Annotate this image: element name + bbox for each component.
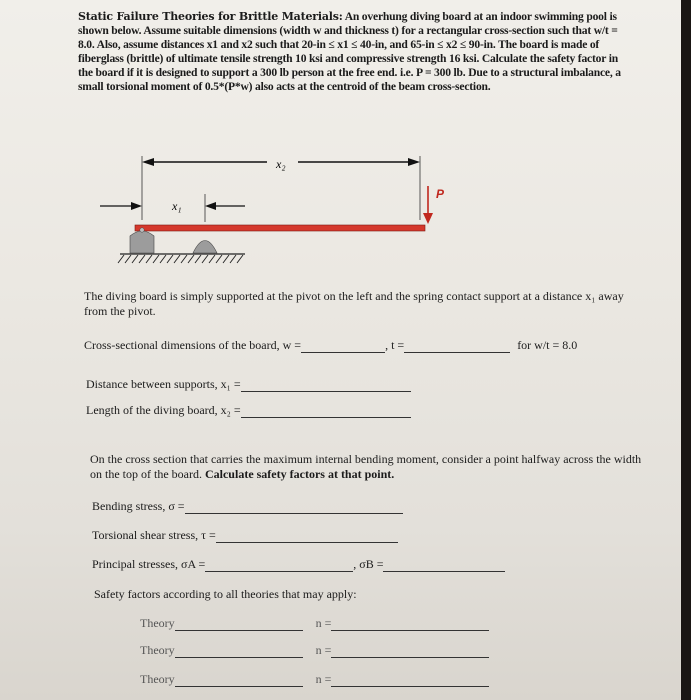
theory-row-1 [140, 616, 489, 631]
theory-label: Theory [140, 672, 175, 686]
w-answer-blank[interactable] [301, 340, 385, 353]
x1-arrowhead-left [131, 202, 142, 210]
t-label: , t = [385, 338, 405, 352]
problem-statement [78, 10, 634, 94]
n-label: n = [315, 616, 332, 630]
page-edge-shadow [681, 0, 691, 700]
theory-answer-blank[interactable] [175, 674, 303, 687]
cross-section-row [84, 338, 577, 353]
distance-row [86, 377, 411, 392]
cross-section-label: Cross-sectional dimensions of the board, w = [84, 338, 302, 352]
n-label: n = [315, 672, 332, 686]
theory-label: Theory [140, 616, 175, 630]
torsional-row [92, 528, 398, 543]
x1-label: x₁ [172, 199, 182, 213]
safety-heading: Safety factors according to all theories that may apply: [94, 587, 357, 601]
n-label: n = [315, 643, 332, 657]
x2-answer-blank[interactable] [241, 405, 411, 418]
n-answer-blank[interactable] [331, 618, 489, 631]
sigma-b-answer-blank[interactable] [383, 559, 505, 572]
problem-title: Static Failure Theories for Brittle Materials: [78, 10, 343, 23]
pivot-pin [140, 228, 144, 232]
x1-arrowhead-right [205, 202, 216, 210]
ratio-note: for w/t = 8.0 [517, 338, 578, 352]
x2-arrowhead-right [408, 158, 420, 166]
length-label: Length of the diving board, x₂ = [86, 403, 241, 417]
length-row [86, 403, 411, 418]
load-arrowhead [423, 213, 433, 224]
principal-label: Principal stresses, σA = [92, 557, 206, 571]
x1-answer-blank[interactable] [241, 379, 411, 392]
distance-label: Distance between supports, x₁ = [86, 377, 241, 391]
bending-row [92, 499, 403, 514]
theory-row-3 [140, 672, 489, 687]
t-answer-blank[interactable] [404, 340, 510, 353]
load-label: P [436, 187, 445, 201]
sigma-a-answer-blank[interactable] [205, 559, 353, 572]
problem-text: An overhung diving board at an indoor swimming pool is shown below. Assume suitable dimensions (width w and thickness t) for a rectangular cross-section such that w/t = 8.0. Also, assume distances x1 and x2 such that 20-in ≤ x1 ≤ 40-in, and 65-in ≤ x2 ≤ 90-in. The board is made of fiberglass (brittle) of ultimate tensile strength 10 ksi and compressive strength 16 ksi. Calculate the safety factor in the board if it is designed to support a 300 lb person at the free end. i.e. P = 300 lb. Due to a structural imbalance, a small torsional moment of 0.5*(P*w) also acts at the centroid of the beam cross-section. [78, 10, 621, 93]
cross-section-instructions [90, 452, 646, 482]
instructions-bold: Calculate safety factors at that point. [204, 467, 395, 481]
principal-row [92, 557, 505, 572]
x2-arrowhead-left [142, 158, 154, 166]
n-answer-blank[interactable] [331, 674, 489, 687]
spring-support [193, 241, 217, 254]
theory-row-2 [140, 643, 489, 658]
instructions-text: On the cross section that carries the maximum internal bending moment, consider a point halfway across the width on the top of the board. [90, 452, 642, 481]
theory-answer-blank[interactable] [175, 618, 303, 631]
n-answer-blank[interactable] [331, 645, 489, 658]
sigma-b-label: , σB = [353, 557, 384, 571]
theory-label: Theory [140, 643, 175, 657]
theory-answer-blank[interactable] [175, 645, 303, 658]
diving-board-figure [80, 150, 560, 275]
bending-answer-blank[interactable] [185, 501, 403, 514]
diving-board [135, 225, 425, 231]
ground-hatching [118, 255, 243, 263]
pivot-support [130, 231, 154, 253]
torsional-label: Torsional shear stress, τ = [92, 528, 216, 542]
x2-label: x₂ [276, 157, 286, 171]
torsional-answer-blank[interactable] [216, 530, 398, 543]
support-description: The diving board is simply supported at the pivot on the left and the spring contact support at a distance x₁ away from the pivot. [84, 289, 624, 318]
bending-label: Bending stress, σ = [92, 499, 185, 513]
